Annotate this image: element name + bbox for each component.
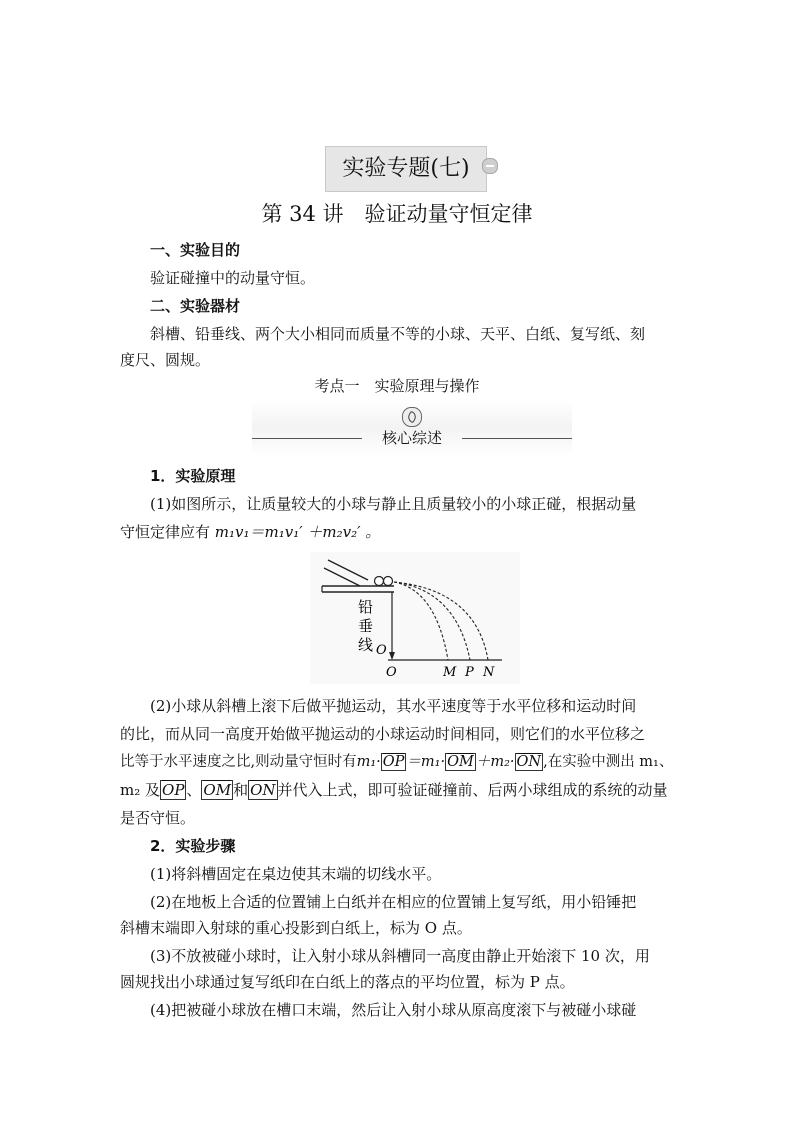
p2-eq: ＝m₁· xyxy=(406,754,446,770)
lecture-title: 第 34 讲 验证动量守恒定律 xyxy=(261,202,533,226)
plumb-label-1: 铅 xyxy=(358,598,374,616)
plumb-label-3: 线 xyxy=(358,636,374,654)
experiment-figure xyxy=(310,552,520,684)
point-o-upper: O xyxy=(376,643,387,658)
point-p: P xyxy=(465,665,474,680)
p2-line4-suffix: 并代入上式，即可验证碰撞前、后两小球组成的系统的动量 xyxy=(277,781,668,799)
p2-m1a: m₁· xyxy=(356,754,381,770)
section1-text: 验证碰撞中的动量守恒。 xyxy=(150,269,316,287)
section1-heading: 一、实验目的 xyxy=(150,241,241,259)
core-summary-label: 核心综述 xyxy=(381,429,442,447)
principle-heading: 1．实验原理 xyxy=(150,467,236,485)
principle-p1-line2 xyxy=(120,522,680,542)
segment-om-2: $\overline{OM}$ xyxy=(203,781,232,799)
p2-plus: ＋m₂· xyxy=(475,754,515,770)
exam-point-title: 考点一 实验原理与操作 xyxy=(314,377,480,395)
step2-line1: (2)在地板上合适的位置铺上白纸并在相应的位置铺上复写纸，用小铅锤把 xyxy=(150,893,637,911)
core-summary-banner xyxy=(252,400,572,456)
step4-line1: (4)把被碰小球放在槽口末端，然后让入射小球从原高度滚下与被碰小球碰 xyxy=(150,1001,637,1019)
point-m: M xyxy=(443,665,457,680)
section2-heading: 二、实验器材 xyxy=(150,297,241,315)
p2-line4-and: 和 xyxy=(233,781,249,799)
segment-on-2: $\overline{ON}$ xyxy=(250,781,276,799)
p1-line2-prefix: 守恒定律应有 xyxy=(120,523,215,541)
step3-line2: 圆规找出小球通过复写纸印在白纸上的落点的平均位置，标为 P 点。 xyxy=(120,973,575,991)
topic-box: 实验专题(七) xyxy=(325,146,487,192)
banner-right-rule xyxy=(462,438,572,439)
step2-line2: 斜槽末端即入射球的重心投影到白纸上，标为 O 点。 xyxy=(120,919,472,937)
momentum-formula: m₁v₁＝m₁v₁′ ＋m₂v₂′ 。 xyxy=(214,523,381,541)
principle-p2-line2: 的比，而从同一高度开始做平抛运动的小球运动时间相同，则它们的水平位移之 xyxy=(120,725,646,743)
p2-line4-prefix: m₂ 及 xyxy=(120,781,161,799)
principle-p2-line5: 是否守恒。 xyxy=(120,809,196,827)
segment-om: $\overline{OM}$ xyxy=(447,754,474,770)
step3-line1: (3)不放被碰小球时，让入射小球从斜槽同一高度由静止开始滚下 10 次，用 xyxy=(150,947,650,965)
point-n: N xyxy=(483,665,495,680)
segment-op: $\overline{OP}$ xyxy=(382,754,405,770)
point-o-lower: O xyxy=(386,665,397,680)
principle-p2-line3 xyxy=(120,752,680,772)
p2-line3-suffix: ,在实验中测出 m₁、 xyxy=(543,754,674,770)
topic-toggle-icon[interactable] xyxy=(482,158,498,174)
steps-heading: 2．实验步骤 xyxy=(150,837,236,855)
p2-line4-sep: 、 xyxy=(186,781,202,799)
section2-text-1: 斜槽、铅垂线、两个大小相同而质量不等的小球、天平、白纸、复写纸、刻 xyxy=(150,325,646,343)
section2-text-2: 度尺、圆规。 xyxy=(120,351,211,369)
principle-p1-line1: (1)如图所示，让质量较大的小球与静止且质量较小的小球正碰，根据动量 xyxy=(150,495,637,513)
segment-op-2: $\overline{OP}$ xyxy=(162,781,185,799)
segment-on: $\overline{ON}$ xyxy=(516,754,542,770)
p2-line3-prefix: 比等于水平速度之比,则动量守恒时有 xyxy=(120,754,357,770)
plumb-label-2: 垂 xyxy=(358,617,374,635)
step1: (1)将斜槽固定在桌边使其末端的切线水平。 xyxy=(150,865,442,883)
principle-p2-line1: (2)小球从斜槽上滚下后做平抛运动，其水平速度等于水平位移和运动时间 xyxy=(150,697,637,715)
leaf-icon xyxy=(402,407,422,427)
principle-p2-line4 xyxy=(120,780,680,800)
banner-left-rule xyxy=(252,438,362,439)
